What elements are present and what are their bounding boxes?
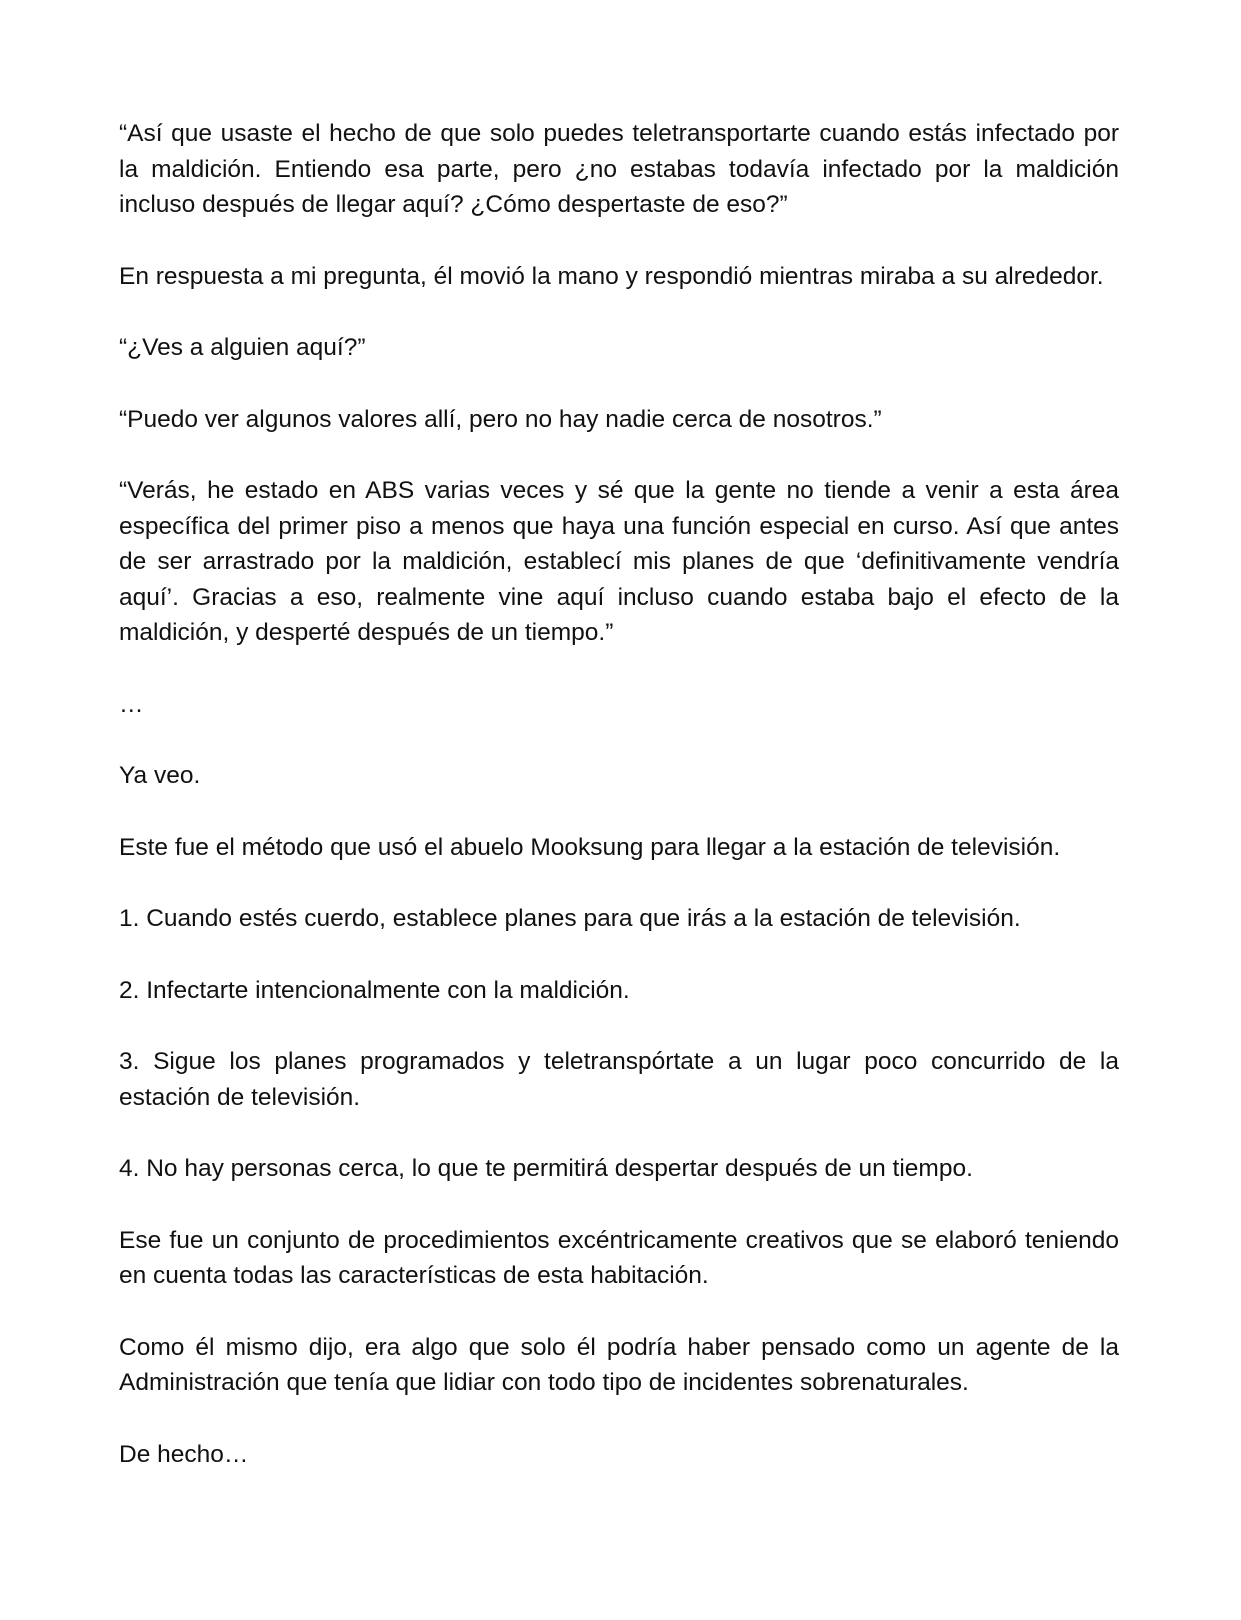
paragraph-i-see: Ya veo.	[119, 762, 201, 789]
paragraph-response-intro: En respuesta a mi pregunta, él movió la mano y respondió mientras miraba a su alrededor.	[119, 262, 1104, 290]
paragraph-in-fact: De hecho…	[119, 1440, 249, 1468]
list-step-4: 4. No hay personas cerca, lo que te permitirá despertar después de un tiempo.	[119, 1155, 973, 1182]
document-page	[119, 116, 1119, 1508]
paragraph-question: “Así que usaste el hecho de que solo puedes teletransportarte cuando estás infectado por la maldición. Entiendo esa parte, pero ¿no estabas todavía infectado por la maldición incluso después de llegar aquí? ¿Cómo despertaste de eso?”	[119, 120, 1119, 218]
paragraph-agent: Como él mismo dijo, era algo que solo él podría haber pensado como un agente de la Administración que tenía que lidiar con todo tipo de incidentes sobrenaturales.	[119, 1333, 1119, 1396]
paragraph-see-anyone: “¿Ves a alguien aquí?”	[119, 334, 366, 361]
paragraph-no-one-near: “Puedo ver algunos valores allí, pero no hay nadie cerca de nosotros.”	[119, 405, 882, 433]
paragraph-procedures: Ese fue un conjunto de procedimientos excéntricamente creativos que se elaboró teniendo en cuenta todas las características de esta habitación.	[119, 1226, 1119, 1289]
paragraph-method-intro: Este fue el método que usó el abuelo Mooksung para llegar a la estación de televisión.	[119, 833, 1061, 861]
list-step-1: 1. Cuando estés cuerdo, establece planes para que irás a la estación de televisión.	[119, 905, 1021, 932]
list-step-2: 2. Infectarte intencionalmente con la maldición.	[119, 976, 630, 1004]
list-step-3: 3. Sigue los planes programados y teletranspórtate a un lugar poco concurrido de la estación de televisión.	[119, 1048, 1119, 1111]
paragraph-ellipsis: …	[119, 690, 144, 718]
paragraph-explanation: “Verás, he estado en ABS varias veces y sé que la gente no tiende a venir a esta área específica del primer piso a menos que haya una función especial en curso. Así que antes de ser arrastrado por la maldición, establecí mis planes de que ‘definitivamente vendría aquí’. Gracias a eso, realmente vine aquí incluso cuando estaba bajo el efecto de la maldición, y desperté después de un tiempo.”	[119, 477, 1119, 646]
